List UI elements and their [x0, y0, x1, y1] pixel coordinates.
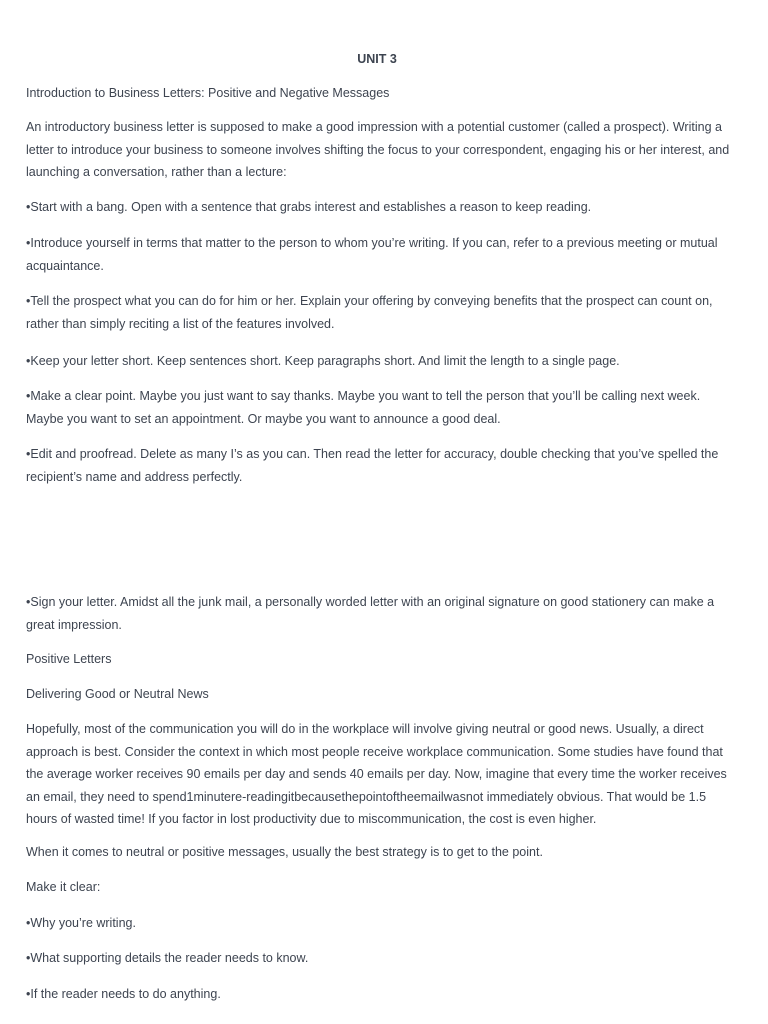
bullet-edit-proofread: •Edit and proofread. Delete as many I’s as you can. Then read the letter for accuracy, double checking that you’ve spelled the recipient’s name and address perfectly.	[26, 447, 719, 484]
unit-title: UNIT 3	[357, 52, 397, 66]
intro-paragraph: An introductory business letter is supposed to make a good impression with a potential customer (called a prospect). Writing a letter to introduce your business to someone involves shifting the focus to your correspondent, engaging his or her interest, and launching a conversation, rather than a lecture:	[26, 120, 730, 179]
bullet-reader-action: •If the reader needs to do anything.	[26, 987, 221, 1001]
bullet-keep-short: •Keep your letter short. Keep sentences short. Keep paragraphs short. And limit the length to a single page.	[26, 354, 620, 368]
bullet-start-with-bang: •Start with a bang. Open with a sentence that grabs interest and establishes a reason to keep reading.	[26, 200, 592, 214]
bullet-clear-point: •Make a clear point. Maybe you just want to say thanks. Maybe you want to tell the person that you’ll be calling next week. Maybe you want to set an appointment. Or maybe you want to announce a good deal.	[26, 389, 701, 426]
good-news-paragraph: Hopefully, most of the communication you will do in the workplace will involve giving neutral or good news. Usually, a direct approach is best. Consider the context in which most people receive workplace communication. Some studies have found that the average worker receives 90 emails per day and sends 40 emails per day. Now, imagine that every time the worker receives an email, they need to spend1minutere-readingitbecausethepointoftheemailwasnot immediately obvious. That would be 1.5 hours of wasted time! If you factor in lost productivity due to miscommunication, the cost is even higher.	[26, 722, 727, 826]
make-it-clear-label: Make it clear:	[26, 880, 101, 894]
bullet-tell-prospect: •Tell the prospect what you can do for him or her. Explain your offering by conveying benefits that the prospect can count on, rather than simply reciting a list of the features involved.	[26, 294, 713, 331]
section-heading-intro: Introduction to Business Letters: Positive and Negative Messages	[26, 86, 390, 100]
bullet-why-writing: •Why you’re writing.	[26, 916, 136, 930]
bullet-introduce-yourself: •Introduce yourself in terms that matter to the person to whom you’re writing. If you can, refer to a previous meeting or mutual acquaintance.	[26, 236, 718, 273]
subheading-good-neutral-news: Delivering Good or Neutral News	[26, 687, 209, 701]
get-to-point-paragraph: When it comes to neutral or positive messages, usually the best strategy is to get to the point.	[26, 845, 543, 859]
bullet-sign-letter: •Sign your letter. Amidst all the junk mail, a personally worded letter with an original signature on good stationery can make a great impression.	[26, 595, 715, 632]
section-heading-positive-letters: Positive Letters	[26, 652, 112, 666]
bullet-supporting-details: •What supporting details the reader needs to know.	[26, 951, 309, 965]
